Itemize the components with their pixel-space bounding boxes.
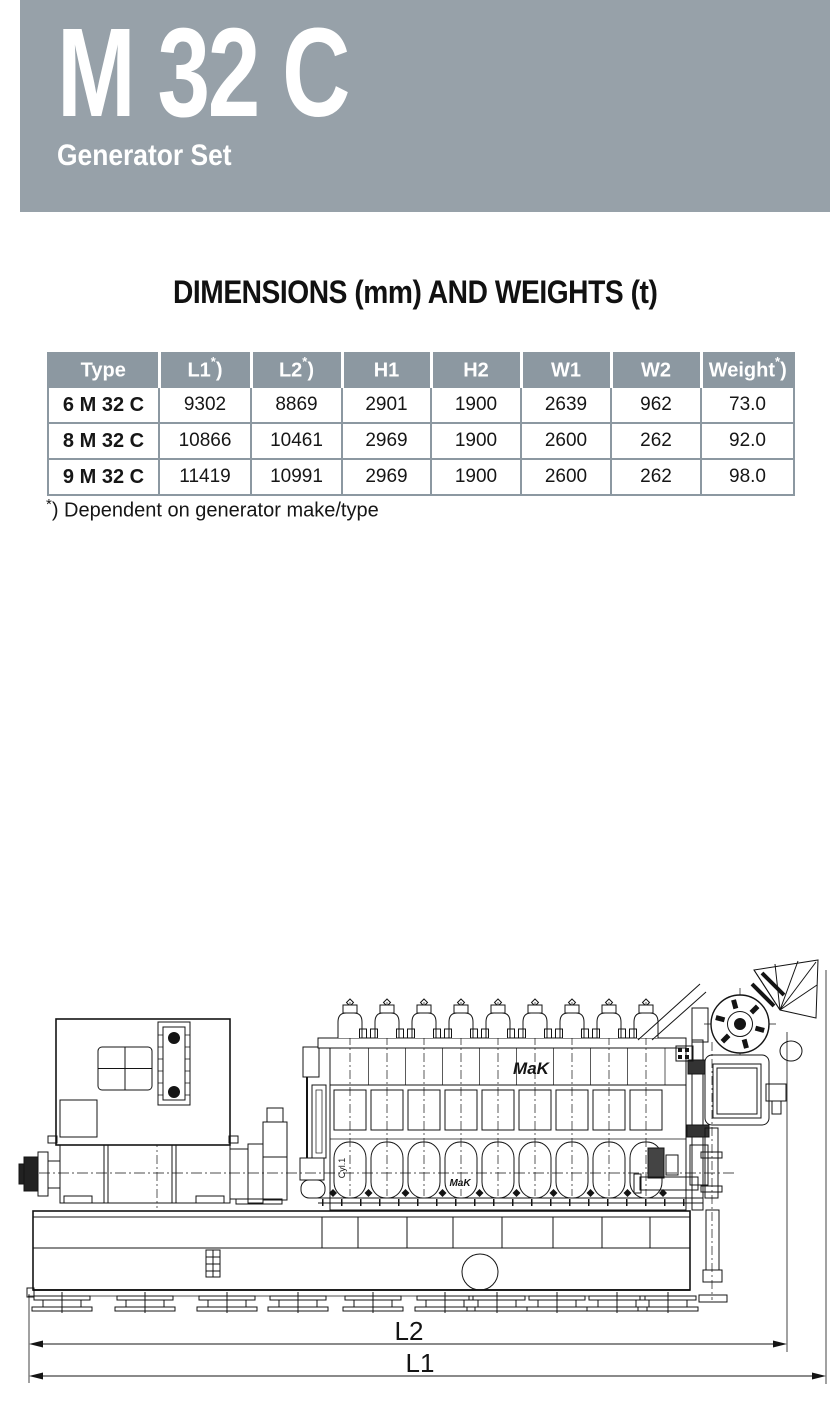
header-row — [48, 353, 794, 387]
cell-weight: 92.0 — [701, 423, 794, 459]
engine-brand-logo: MaK — [513, 1059, 549, 1078]
cell-w2: 962 — [611, 387, 701, 423]
column-header-h1: H1 — [342, 353, 431, 387]
cell-h2: 1900 — [431, 387, 521, 423]
cell-l1: 11419 — [159, 459, 251, 495]
cell-type: 9 M 32 C — [48, 459, 159, 495]
cell-weight: 98.0 — [701, 459, 794, 495]
crankcase-brand-logo: MaK — [449, 1178, 471, 1189]
cell-l2: 8869 — [251, 387, 342, 423]
cell-l2: 10991 — [251, 459, 342, 495]
footnote: *) Dependent on generator make/type — [46, 496, 379, 522]
column-header-weight: Weight*) — [701, 353, 794, 387]
cell-w1: 2600 — [521, 459, 611, 495]
column-header-type: Type — [48, 353, 159, 387]
table-row — [48, 459, 794, 495]
cell-h2: 1900 — [431, 459, 521, 495]
generator-set-drawing — [0, 950, 830, 1395]
cell-h1: 2969 — [342, 459, 431, 495]
column-header-w1: W1 — [521, 353, 611, 387]
cell-w2: 262 — [611, 423, 701, 459]
cell-type: 6 M 32 C — [48, 387, 159, 423]
model-subtitle: Generator Set — [57, 139, 232, 172]
column-header-l2: L2*) — [251, 353, 342, 387]
cell-l1: 9302 — [159, 387, 251, 423]
dim-label-l2: L2 — [394, 1316, 424, 1346]
cell-w2: 262 — [611, 459, 701, 495]
model-title: M 32 C — [57, 2, 349, 143]
table-row — [48, 423, 794, 459]
column-header-h2: H2 — [431, 353, 521, 387]
cell-w1: 2600 — [521, 423, 611, 459]
table-row — [48, 387, 794, 423]
dimensions-table — [47, 352, 795, 496]
dim-label-l1: L1 — [405, 1348, 435, 1378]
cell-l1: 10866 — [159, 423, 251, 459]
cell-l2: 10461 — [251, 423, 342, 459]
column-header-w2: W2 — [611, 353, 701, 387]
cylinder-1-label: Cyl.1 — [337, 1157, 347, 1179]
cell-type: 8 M 32 C — [48, 423, 159, 459]
cell-h1: 2901 — [342, 387, 431, 423]
section-title: DIMENSIONS (mm) AND WEIGHTS (t) — [172, 274, 658, 310]
cell-h2: 1900 — [431, 423, 521, 459]
title-banner — [20, 0, 830, 212]
cell-w1: 2639 — [521, 387, 611, 423]
cell-h1: 2969 — [342, 423, 431, 459]
column-header-l1: L1*) — [159, 353, 251, 387]
cell-weight: 73.0 — [701, 387, 794, 423]
